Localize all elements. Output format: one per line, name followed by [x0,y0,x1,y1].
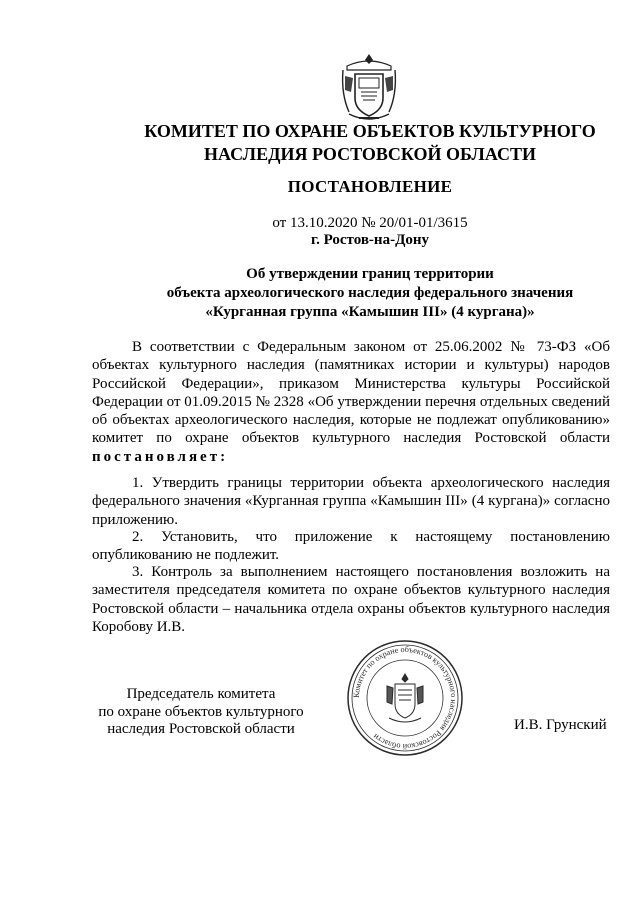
stamp-emblem [387,674,423,722]
org-title-line-1: КОМИТЕТ ПО ОХРАНЕ ОБЪЕКТОВ КУЛЬТУРНОГО [144,121,596,141]
stamp-ring-text: Комитет по охране объектов культурного наследия Ростовской области [351,644,459,752]
item-2-paragraph [92,528,610,565]
subject-line-2: объекта археологического наследия федерального значения [166,285,574,301]
coat-of-arms-emblem [339,52,399,124]
document-subject [140,265,600,322]
signatory-title-line-3: наследия Ростовской области [107,721,295,737]
signatory-title-line-2: по охране объектов культурного [98,703,304,720]
signatory-title [90,686,312,739]
item-3-text: 3. Контроль за выполнением настоящего постановления возложить на заместителя председателя комитета по охране объектов культурного наследия Ростовской области – начальника отдела охраны объектов культурного наследия Коробову И.В. [92,564,610,635]
item-1-paragraph [92,474,610,529]
document-city: г. Ростов-на-Дону [310,232,430,248]
org-title-line-2: НАСЛЕДИЯ РОСТОВСКОЙ ОБЛАСТИ [204,144,536,164]
signatory-title-line-1: Председатель комитета [126,686,276,702]
item-3-paragraph [92,563,610,636]
document-type: ПОСТАНОВЛЕНИЕ [287,177,453,196]
subject-line-3: «Курганная группа «Камышин III» (4 кургана)» [205,304,535,320]
organization-title [140,120,600,166]
document-date-number: от 13.10.2020 № 20/01-01/3615 [272,215,468,231]
preamble-paragraph [92,338,610,466]
subject-line-1: Об утверждении границ территории [246,266,494,282]
signatory-name: И.В. Грунский [514,717,607,733]
preamble-keyword: постановляет: [92,448,229,465]
item-1-text: 1. Утвердить границы территории объекта археологического наследия федерального значения «Курганная группа «Камышин III» (4 кургана)» согласно приложению. [92,475,610,528]
item-2-text: 2. Установить, что приложение к настоящему постановлению опубликованию не подлежит. [92,529,610,564]
preamble-text: В соответствии с Федеральным законом от 25.06.2002 № 73-ФЗ «Об объектах культурного наследия (памятниках истории и культуры) народов Российской Федерации», приказом Министерства культуры Российской Федерации от 01.09.2015 № 2328 «Об утверждении перечня отдельных сведений об объектах археологического наследия, которые не подлежат опубликованию» комитет по охране объектов культурного наследия Ростовской области [92,339,610,447]
official-stamp-seal [345,638,465,758]
